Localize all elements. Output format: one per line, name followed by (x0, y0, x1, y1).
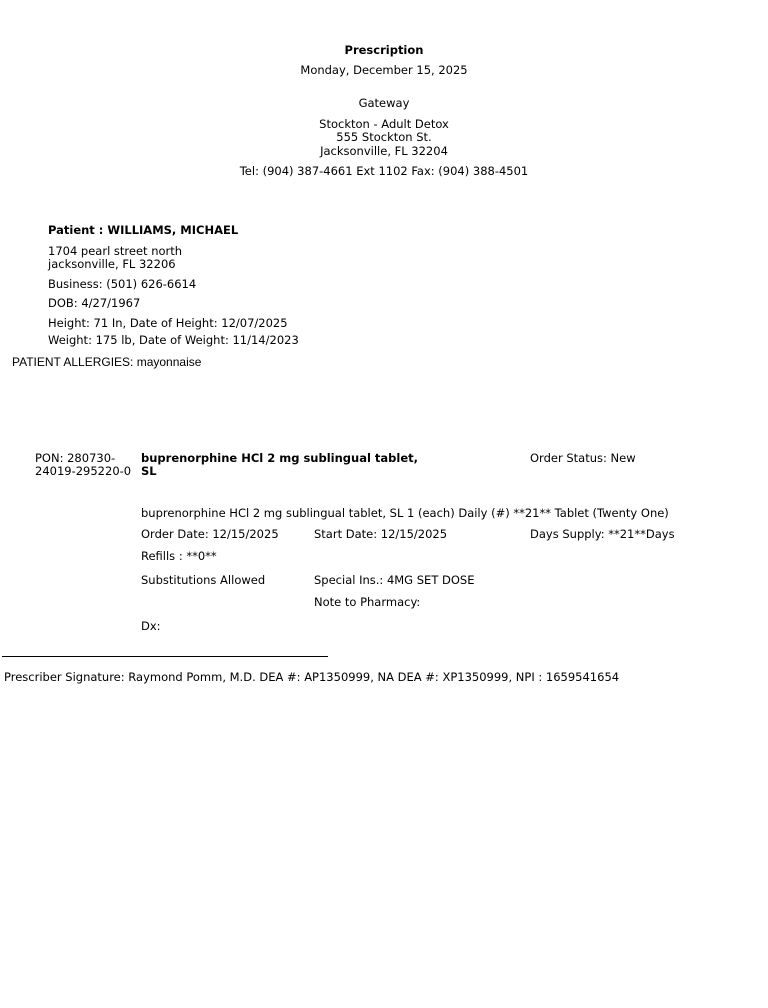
facility-address-line1: 555 Stockton St. (336, 130, 432, 144)
drug-name-line2: SL (141, 464, 157, 478)
order-sig: buprenorphine HCl 2 mg sublingual tablet, SL 1 (each) Daily (#) **21** Tablet (Twenty One) (141, 506, 669, 520)
patient-dob: DOB: 4/27/1967 (48, 296, 141, 310)
patient-address-line1: 1704 pearl street north (48, 244, 183, 258)
document-title: Prescription (344, 43, 424, 57)
patient-allergies: PATIENT ALLERGIES: mayonnaise (12, 355, 202, 369)
order-status: Order Status: New (530, 451, 636, 465)
refills: Refills : **0** (141, 549, 217, 563)
substitutions: Substitutions Allowed (141, 573, 266, 587)
patient-height: Height: 71 In, Date of Height: 12/07/2025 (48, 316, 288, 330)
order-pon-line2: 24019-295220-0 (35, 464, 132, 478)
days-supply: Days Supply: **21**Days (530, 527, 675, 541)
facility-address-line2: Jacksonville, FL 32204 (320, 144, 448, 158)
special-instructions: Special Ins.: 4MG SET DOSE (314, 573, 475, 587)
patient-name: Patient : WILLIAMS, MICHAEL (48, 223, 239, 237)
diagnosis: Dx: (141, 619, 161, 633)
patient-weight: Weight: 175 lb, Date of Weight: 11/14/2023 (48, 333, 299, 347)
patient-business-phone: Business: (501) 626-6614 (48, 277, 197, 291)
facility-name: Stockton - Adult Detox (319, 117, 449, 131)
drug-name-line1: buprenorphine HCl 2 mg sublingual tablet, (141, 451, 419, 465)
prescriber-signature: Prescriber Signature: Raymond Pomm, M.D. DEA #: AP1350999, NA DEA #: XP1350999, NPI : 1659541654 (4, 670, 620, 684)
patient-address-line2: jacksonville, FL 32206 (48, 257, 176, 271)
signature-line (2, 656, 328, 657)
order-date: Order Date: 12/15/2025 (141, 527, 279, 541)
document-date: Monday, December 15, 2025 (300, 63, 468, 77)
note-to-pharmacy: Note to Pharmacy: (314, 595, 421, 609)
facility-contact: Tel: (904) 387-4661 Ext 1102 Fax: (904) 388-4501 (239, 164, 529, 178)
order-pon-line1: PON: 280730- (35, 451, 116, 465)
organization-name: Gateway (358, 96, 410, 110)
start-date: Start Date: 12/15/2025 (314, 527, 448, 541)
